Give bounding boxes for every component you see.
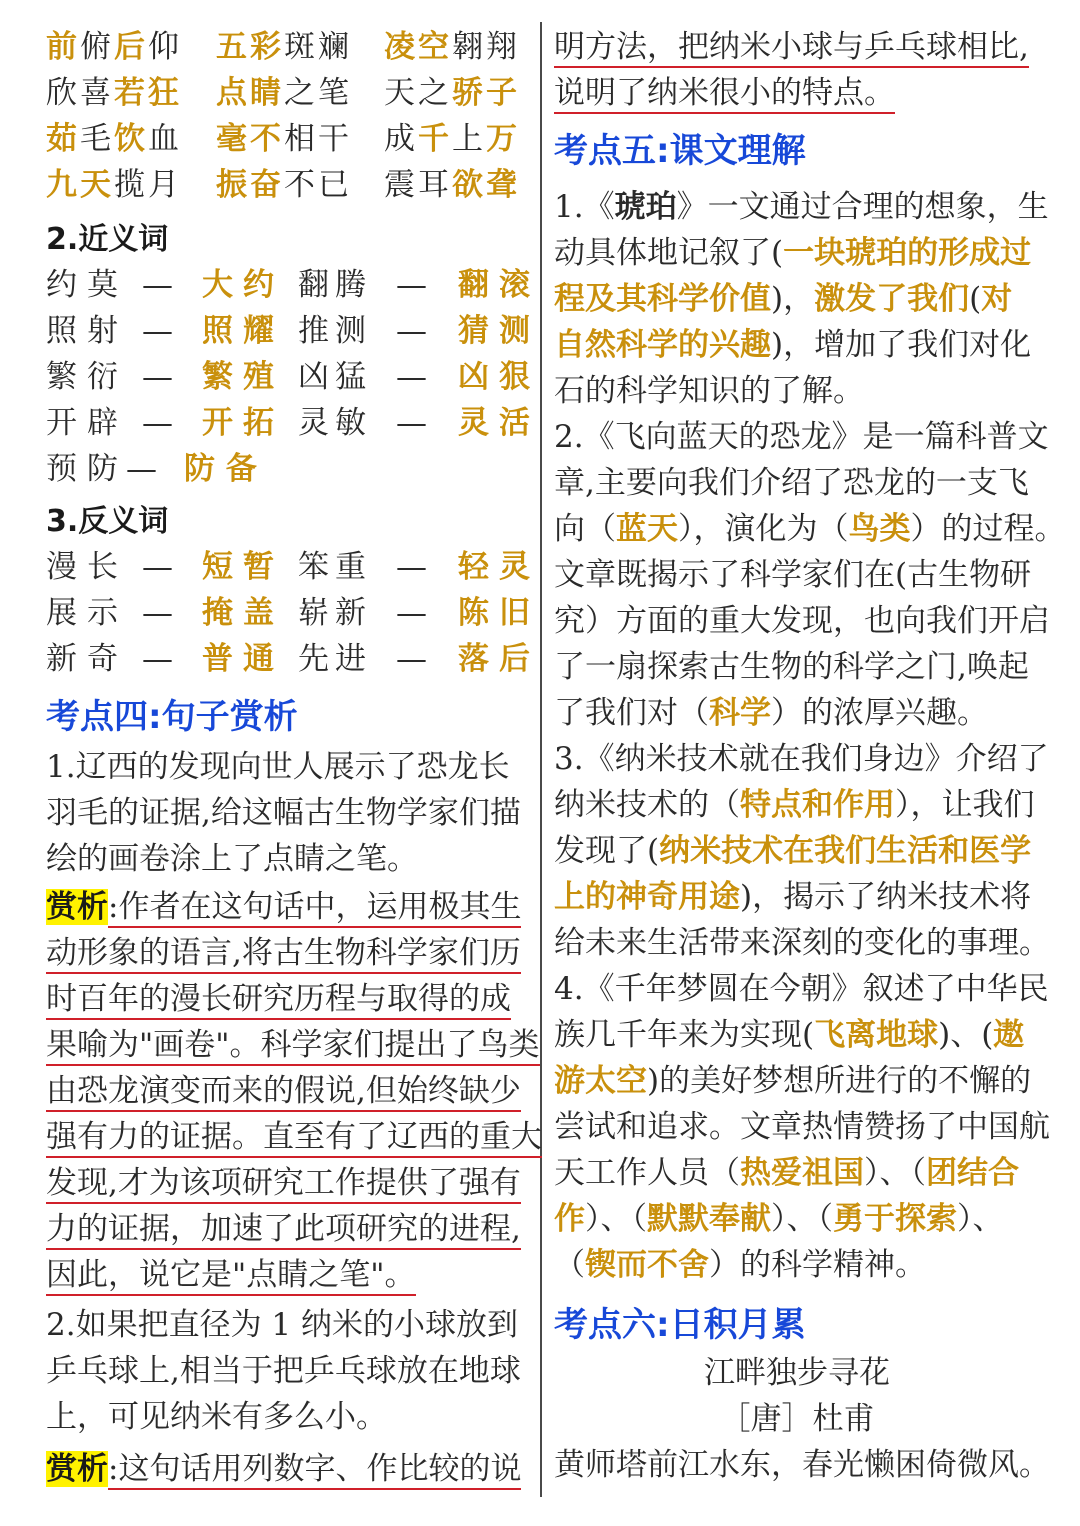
synonym-answer: 防 备 <box>184 451 257 487</box>
antonym-dash: — <box>396 641 427 677</box>
synonym-answer: 凶狠 <box>458 359 540 395</box>
body-text: 琥珀 <box>614 189 677 225</box>
paragraph-line <box>554 506 1066 552</box>
sentence-line: 羽毛的证据,给这幅古生物学家们描 <box>46 795 521 831</box>
answer-text: 激发了我们 <box>814 281 970 317</box>
synonym-dash: — <box>396 267 427 303</box>
analysis-text: 动形象的语言,将古生物科学家们历 <box>46 935 521 974</box>
section-heading: 考点六:日积月累 <box>554 1305 806 1345</box>
answer-text: 一块琥珀的形成过 <box>783 235 1032 271</box>
body-text: ）的科学精神。 <box>709 1247 926 1283</box>
answer-text: 自然科学的兴趣 <box>554 327 771 363</box>
antonym-answer: 轻灵 <box>458 549 540 585</box>
analysis-text: 力的证据，加速了此项研究的进程, <box>46 1211 521 1250</box>
poem-author: ［唐］杜甫 <box>719 1401 875 1437</box>
answer-text: 程及其科学价值 <box>554 281 771 317</box>
synonyms-heading: 2.近义词 <box>46 222 169 257</box>
synonym-answer: 大约 <box>202 267 284 303</box>
antonym-dash: — <box>396 549 427 585</box>
paragraph-line <box>554 414 1049 460</box>
body-text: ）、（ <box>585 1201 647 1237</box>
idiom-char: 欣 <box>46 75 80 111</box>
column-divider <box>540 22 542 1497</box>
analysis-line <box>46 884 521 930</box>
idiom-char: 仰 <box>148 29 182 65</box>
poem-title: 江畔独步寻花 <box>704 1355 890 1391</box>
antonym-answer: 陈旧 <box>458 595 540 631</box>
body-text: 了我们对（ <box>554 695 709 731</box>
paragraph-line <box>554 184 1049 230</box>
body-text: 3.《纳米技术就在我们身边》介绍了 <box>554 741 1049 777</box>
analysis-text: :作者在这句话中，运用极其生 <box>108 889 521 928</box>
analysis-line <box>46 1446 521 1492</box>
analysis-text: 说明了纳米很小的特点。 <box>554 75 895 114</box>
paragraph-line <box>554 966 1049 1012</box>
paragraph-line <box>554 644 1029 690</box>
body-text: ）、（ <box>864 1155 926 1191</box>
paragraph-line <box>554 368 864 414</box>
synonym-answer: 开拓 <box>202 405 284 441</box>
analysis-label: 赏析 <box>46 889 108 925</box>
sentence-line: 2.如果把直径为 1 纳米的小球放到 <box>46 1307 519 1343</box>
idiom-char: 之 <box>418 75 452 111</box>
idiom-char: 点 <box>216 75 250 111</box>
paragraph-line <box>554 322 1031 368</box>
idiom-item <box>46 70 182 116</box>
body-text: 了一扇探索古生物的科学之门,唤起 <box>554 649 1029 685</box>
synonym-word: 翻腾 <box>298 267 372 303</box>
idiom-char: 笔 <box>318 75 352 111</box>
answer-text: 特点和作用 <box>740 787 895 823</box>
body-text: 给未来生活带来深刻的变化的事理。 <box>554 925 1050 961</box>
answer-text: 默默奉献 <box>647 1201 771 1237</box>
body-text: 纳米技术的（ <box>554 787 740 823</box>
idiom-item <box>46 24 182 70</box>
idiom-char: 已 <box>318 167 352 203</box>
idiom-char: 凌 <box>384 29 418 65</box>
answer-text: 游太空 <box>554 1063 647 1099</box>
synonym-dash: — <box>396 313 427 349</box>
antonym-word: 展示 <box>46 595 128 631</box>
body-text: )的美好梦想所进行的不懈的 <box>647 1063 1032 1099</box>
paragraph-line <box>554 1242 926 1288</box>
paragraph-line <box>554 1012 1024 1058</box>
answer-text: 锲而不舍 <box>585 1247 709 1283</box>
antonym-dash: — <box>142 595 173 631</box>
body-text: ）、 <box>957 1201 1004 1237</box>
paragraph-line <box>554 230 1031 276</box>
idiom-char: 之 <box>284 75 318 111</box>
synonym-answer: 繁殖 <box>202 359 284 395</box>
idiom-char: 欲 <box>452 167 486 203</box>
antonym-answer: 短暂 <box>202 549 284 585</box>
idiom-char: 五 <box>216 29 250 65</box>
analysis-text: :这句话用列数字、作比较的说 <box>108 1451 521 1490</box>
antonym-word: 漫长 <box>46 549 128 585</box>
answer-text: 科学 <box>709 695 771 731</box>
idiom-char: 斑 <box>284 29 318 65</box>
synonym-dash: — <box>396 359 427 395</box>
idiom-char: 万 <box>486 121 520 157</box>
idiom-char: 翔 <box>486 29 520 65</box>
body-text: 向（ <box>554 511 616 547</box>
poem-line: 黄师塔前江水东，春光懒困倚微风。 <box>554 1447 1050 1483</box>
section-heading: 考点四:句子赏析 <box>46 697 298 737</box>
antonym-word: 崭新 <box>298 595 372 631</box>
answer-text: 作 <box>554 1201 585 1237</box>
paragraph-line <box>554 1150 1019 1196</box>
synonym-dash: — <box>142 405 173 441</box>
paragraph-line <box>554 1196 1004 1242</box>
antonym-word: 笨重 <box>298 549 372 585</box>
sentence-line: 上，可见纳米有多么小。 <box>46 1399 387 1435</box>
analysis-line <box>46 1068 521 1114</box>
body-text: ），让我们 <box>895 787 1035 823</box>
body-text: ）的过程。 <box>910 511 1066 547</box>
body-text: )，揭示了纳米技术将 <box>740 879 1032 915</box>
paragraph-line <box>554 1104 1050 1150</box>
idiom-char: 天 <box>80 167 114 203</box>
analysis-line <box>554 24 1029 70</box>
idiom-char: 俯 <box>80 29 114 65</box>
body-text: ）、（ <box>771 1201 833 1237</box>
idiom-char: 喜 <box>80 75 114 111</box>
idiom-item <box>384 70 520 116</box>
idiom-char: 千 <box>418 121 452 157</box>
analysis-line <box>46 930 521 976</box>
idiom-char: 若 <box>114 75 148 111</box>
antonym-answer: 落后 <box>458 641 540 677</box>
paragraph-line <box>554 1058 1031 1104</box>
body-text: （ <box>554 1247 585 1283</box>
answer-text: 对 <box>981 281 1013 317</box>
antonyms-heading: 3.反义词 <box>46 504 169 539</box>
synonym-dash: — <box>142 267 173 303</box>
synonym-word: 灵敏 <box>298 405 372 441</box>
paragraph-line <box>554 552 1031 598</box>
body-text: 尝试和追求。文章热情赞扬了中国航 <box>554 1109 1050 1145</box>
synonym-word: 开辟 <box>46 405 128 441</box>
synonym-answer: 猜测 <box>458 313 540 349</box>
synonym-word: 预 防 <box>46 451 118 487</box>
body-text: 》一文通过合理的想象，生 <box>676 189 1049 225</box>
idiom-char: 茹 <box>46 121 80 157</box>
idiom-char: 九 <box>46 167 80 203</box>
idiom-char: 上 <box>452 121 486 157</box>
antonym-dash: — <box>396 595 427 631</box>
idiom-char: 血 <box>148 121 182 157</box>
idiom-item <box>46 162 182 208</box>
body-text: 石的科学知识的了解。 <box>554 373 864 409</box>
analysis-line <box>46 1206 521 1252</box>
analysis-line <box>46 1160 521 1206</box>
analysis-text: 时百年的漫长研究历程与取得的成 <box>46 981 511 1020</box>
idiom-char: 子 <box>486 75 520 111</box>
idiom-item <box>216 24 352 70</box>
idiom-char: 揽 <box>114 167 148 203</box>
body-text: 族几千年来为实现( <box>554 1017 815 1053</box>
sentence-line: 1.辽西的发现向世人展示了恐龙长 <box>46 749 510 785</box>
analysis-text: 强有力的证据。直至有了辽西的重大 <box>46 1119 542 1158</box>
idiom-char: 天 <box>384 75 418 111</box>
body-text: 章,主要向我们介绍了恐龙的一支飞 <box>554 465 1029 501</box>
body-text: ），演化为（ <box>678 511 849 547</box>
idiom-item <box>216 70 352 116</box>
idiom-char: 月 <box>148 167 182 203</box>
idiom-char: 毫 <box>216 121 250 157</box>
idiom-item <box>384 162 520 208</box>
answer-text: 团结合 <box>926 1155 1019 1191</box>
answer-text: 鸟类 <box>848 511 911 547</box>
idiom-char: 彩 <box>250 29 284 65</box>
idiom-char: 干 <box>318 121 352 157</box>
idiom-char: 狂 <box>148 75 182 111</box>
analysis-line <box>46 976 511 1022</box>
analysis-text: 因此，说它是"点睛之笔"。 <box>46 1257 416 1296</box>
idiom-item <box>46 116 182 162</box>
sentence-line: 乒乓球上,相当于把乒乓球放在地球 <box>46 1353 521 1389</box>
analysis-line <box>46 1022 540 1068</box>
idiom-char: 空 <box>418 29 452 65</box>
answer-text: 蓝天 <box>616 511 678 547</box>
analysis-text: 发现,才为该项研究工作提供了强有 <box>46 1165 521 1204</box>
synonym-word: 繁衍 <box>46 359 128 395</box>
antonym-dash: — <box>142 549 173 585</box>
antonym-word: 先进 <box>298 641 372 677</box>
synonym-answer: 照耀 <box>202 313 284 349</box>
answer-text: 遨 <box>993 1017 1025 1053</box>
analysis-text: 由恐龙演变而来的假说,但始终缺少 <box>46 1073 521 1112</box>
analysis-line <box>554 70 895 116</box>
paragraph-line <box>554 782 1035 828</box>
analysis-text: 明方法，把纳米小球与乒乓球相比, <box>554 29 1029 68</box>
body-text: 动具体地记叙了( <box>554 235 784 271</box>
body-text: )， <box>771 281 815 317</box>
sentence-line: 绘的画卷涂上了点睛之笔。 <box>46 841 418 877</box>
paragraph-line <box>554 828 1031 874</box>
body-text: 2.《飞向蓝天的恐龙》是一篇科普文 <box>554 419 1049 455</box>
idiom-char: 相 <box>284 121 318 157</box>
idiom-char: 聋 <box>486 167 520 203</box>
body-text: 天工作人员（ <box>554 1155 740 1191</box>
idiom-char: 饮 <box>114 121 148 157</box>
idiom-char: 翱 <box>452 29 486 65</box>
body-text: 究）方面的重大发现，也向我们开启 <box>554 603 1050 639</box>
body-text: )，增加了我们对化 <box>771 327 1032 363</box>
synonym-word: 凶猛 <box>298 359 372 395</box>
idiom-char: 前 <box>46 29 80 65</box>
idiom-char: 震 <box>384 167 418 203</box>
idiom-item <box>216 162 352 208</box>
antonym-word: 新奇 <box>46 641 128 677</box>
answer-text: 上的神奇用途 <box>554 879 740 915</box>
idiom-char: 骄 <box>452 75 486 111</box>
idiom-item <box>384 116 520 162</box>
idiom-char: 不 <box>284 167 318 203</box>
synonym-answer: 灵活 <box>458 405 540 441</box>
antonym-dash: — <box>142 641 173 677</box>
paragraph-line <box>554 690 988 736</box>
body-text: ）的浓厚兴趣。 <box>771 695 988 731</box>
synonym-word: 推测 <box>298 313 372 349</box>
body-text: 发现了( <box>554 833 660 869</box>
paragraph-line <box>554 736 1049 782</box>
analysis-line <box>46 1252 416 1298</box>
synonym-word: 约莫 <box>46 267 128 303</box>
synonym-word: 照射 <box>46 313 128 349</box>
idiom-char: 毛 <box>80 121 114 157</box>
synonym-dash: — <box>126 451 157 487</box>
analysis-text: 果喻为"画卷"。科学家们提出了鸟类 <box>46 1027 540 1066</box>
body-text: 文章既揭示了科学家们在(古生物研 <box>554 557 1032 593</box>
paragraph-line <box>554 874 1031 920</box>
section-heading: 考点五:课文理解 <box>554 131 806 171</box>
idiom-char: 斓 <box>318 29 352 65</box>
body-text: 4.《千年梦圆在今朝》叙述了中华民 <box>554 971 1049 1007</box>
idiom-char: 成 <box>384 121 418 157</box>
idiom-char: 不 <box>250 121 284 157</box>
idiom-char: 后 <box>114 29 148 65</box>
synonym-dash: — <box>396 405 427 441</box>
synonym-dash: — <box>142 359 173 395</box>
antonym-answer: 普通 <box>202 641 284 677</box>
analysis-label: 赏析 <box>46 1451 108 1487</box>
synonym-answer: 翻滚 <box>458 267 540 303</box>
antonym-answer: 掩盖 <box>202 595 284 631</box>
idiom-char: 耳 <box>418 167 452 203</box>
answer-text: 热爱祖国 <box>740 1155 864 1191</box>
synonym-dash: — <box>142 313 173 349</box>
paragraph-line <box>554 460 1029 506</box>
idiom-char: 振 <box>216 167 250 203</box>
body-text: ( <box>969 281 982 317</box>
idiom-item <box>384 24 520 70</box>
analysis-line <box>46 1114 542 1160</box>
answer-text: 勇于探索 <box>833 1201 957 1237</box>
paragraph-line <box>554 920 1050 966</box>
idiom-char: 睛 <box>250 75 284 111</box>
idiom-char: 奋 <box>250 167 284 203</box>
body-text: )、( <box>938 1017 994 1053</box>
answer-text: 飞离地球 <box>814 1017 939 1053</box>
answer-text: 纳米技术在我们生活和医学 <box>659 833 1032 869</box>
idiom-item <box>216 116 352 162</box>
paragraph-line <box>554 276 1012 322</box>
body-text: 1.《 <box>554 189 615 225</box>
paragraph-line <box>554 598 1050 644</box>
